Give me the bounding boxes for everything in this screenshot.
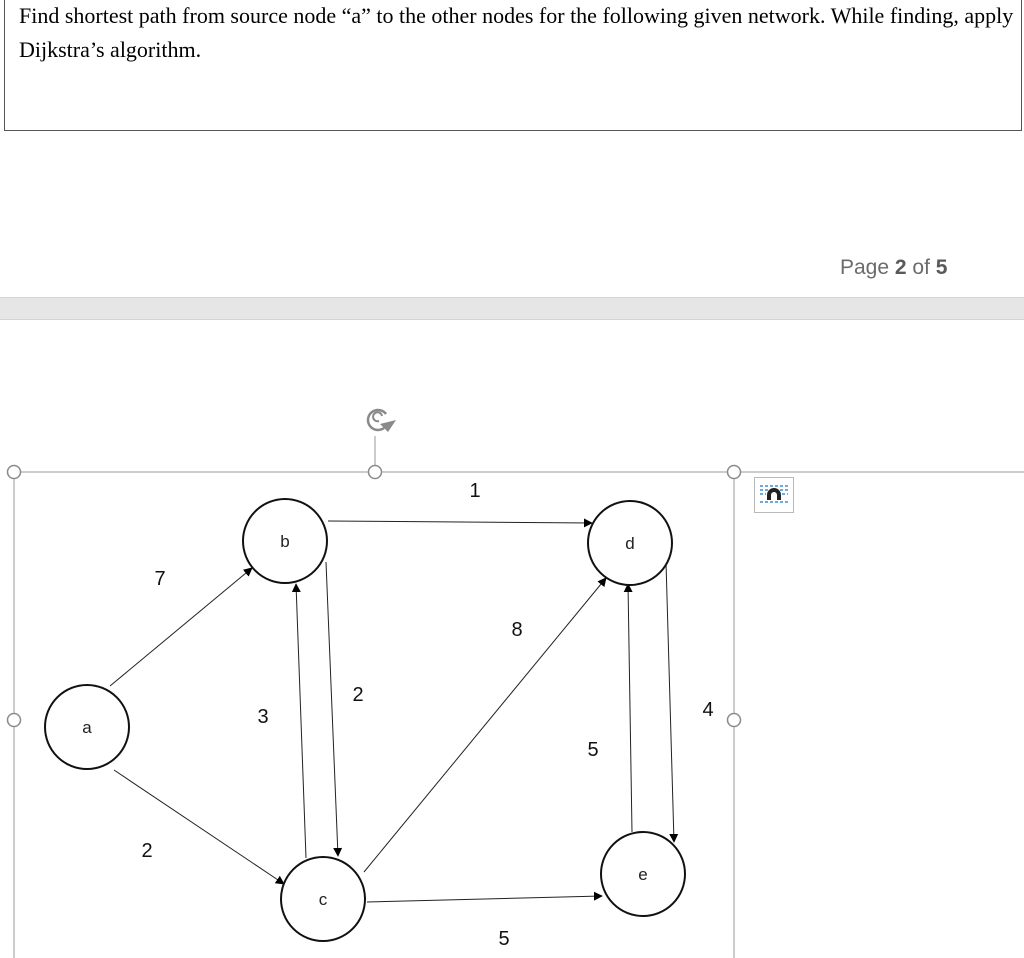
node-b-label: b [280,532,290,551]
node-d [588,501,672,585]
node-a-label: a [82,718,92,737]
selection-frame[interactable] [8,410,1024,958]
weight-e-d: 5 [587,739,599,761]
edge-c-e [367,896,602,902]
graph-edges [110,521,674,902]
layout-options-icon[interactable] [754,477,794,513]
page-middle: of [906,256,936,279]
edge-c-b [296,584,306,858]
edge-b-c [326,562,338,856]
resize-handle-middle-left[interactable] [8,714,21,727]
resize-handle-top-right[interactable] [728,466,741,479]
rotate-handle-icon[interactable] [368,410,396,432]
page-separator [0,297,1024,320]
edge-d-e [666,562,674,842]
graph-diagram[interactable] [0,320,1024,958]
node-c [281,857,365,941]
node-a [45,685,129,769]
node-d-label: d [625,534,635,553]
weight-c-b: 3 [257,706,269,728]
weight-c-d: 8 [511,619,523,641]
graph-nodes [45,499,685,941]
weight-d-e: 4 [702,699,714,721]
weight-b-c: 2 [352,684,364,706]
resize-handle-top-middle[interactable] [369,466,382,479]
weight-b-d: 1 [469,480,481,502]
question-text: Find shortest path from source node “a” to the other nodes for the following given network. While finding, apply Dijkstra’s algorithm. [19,3,1014,62]
resize-handle-top-left[interactable] [8,466,21,479]
page-indicator [840,256,947,280]
resize-handle-middle-right[interactable] [728,714,741,727]
weight-c-e: 5 [498,928,510,950]
weight-a-b: 7 [154,568,166,590]
node-b [243,499,327,583]
edge-e-d [628,584,632,832]
node-e-label: e [638,865,648,884]
edge-c-d [364,578,606,872]
node-c-label: c [318,890,328,909]
edge-a-b [110,568,252,686]
page-current: 2 [894,256,907,279]
edge-b-d [328,521,592,523]
edge-a-c [114,770,284,884]
page-total: 5 [935,256,948,279]
page-prefix: Page [840,256,895,279]
node-e [601,832,685,916]
weight-a-c: 2 [141,840,153,862]
question-box [4,0,1022,131]
